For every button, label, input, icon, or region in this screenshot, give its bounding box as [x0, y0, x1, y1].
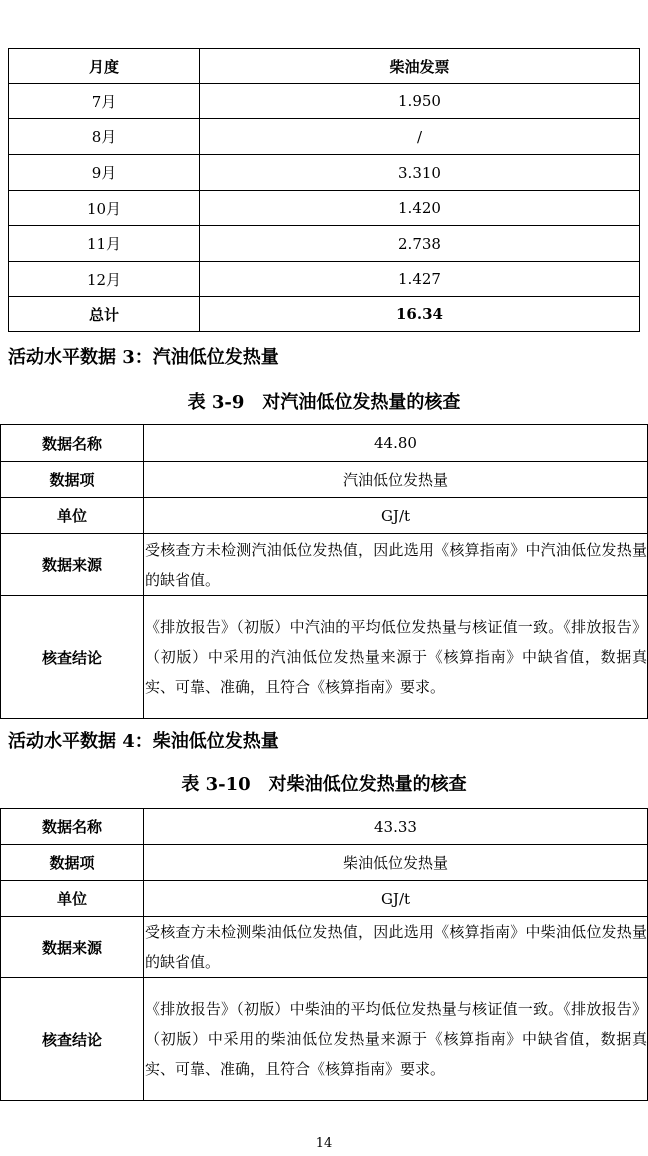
- row-value-data-name: 43.33: [144, 809, 648, 845]
- table-row: [1, 917, 648, 978]
- diesel-heat-value-table: [0, 808, 648, 1101]
- value-cell: 1.950: [200, 84, 640, 119]
- table-row: [9, 84, 640, 119]
- table-row: [1, 845, 648, 881]
- row-label-conclusion: 核查结论: [1, 978, 144, 1101]
- value-cell: 1.427: [200, 262, 640, 297]
- row-value-conclusion: 《排放报告》（初版）中汽油的平均低位发热量与核证值一致。《排放报告》（初版）中采用的汽油低位发热量来源于《核算指南》中缺省值，数据真实、可靠、准确，且符合《核算指南》要求。: [144, 596, 648, 719]
- table-row: [1, 425, 648, 462]
- table-row: [1, 462, 648, 498]
- row-value-data-name: 44.80: [144, 425, 648, 462]
- total-label: 总计: [9, 297, 200, 332]
- column-header-diesel-invoice: 柴油发票: [200, 49, 640, 84]
- row-value-unit: GJ/t: [144, 498, 648, 534]
- row-value-conclusion: 《排放报告》（初版）中柴油的平均低位发热量与核证值一致。《排放报告》（初版）中采用的柴油低位发热量来源于《核算指南》中缺省值，数据真实、可靠、准确，且符合《核算指南》要求。: [144, 978, 648, 1101]
- row-label-data-name: 数据名称: [1, 425, 144, 462]
- row-value-data-item: 柴油低位发热量: [144, 845, 648, 881]
- row-value-data-source: 受核查方未检测柴油低位发热值，因此选用《核算指南》中柴油低位发热量的缺省值。: [144, 917, 648, 978]
- page-number: 14: [315, 1136, 333, 1151]
- row-label-data-source: 数据来源: [1, 917, 144, 978]
- month-cell: 10月: [9, 191, 200, 226]
- row-label-unit: 单位: [1, 881, 144, 917]
- row-label-unit: 单位: [1, 498, 144, 534]
- row-value-data-source: 受核查方未检测汽油低位发热值，因此选用《核算指南》中汽油低位发热量的缺省值。: [144, 534, 648, 596]
- row-label-data-item: 数据项: [1, 462, 144, 498]
- row-value-data-item: 汽油低位发热量: [144, 462, 648, 498]
- section-heading-gasoline: 活动水平数据 3：汽油低位发热量: [8, 347, 279, 368]
- row-label-data-item: 数据项: [1, 845, 144, 881]
- row-value-unit: GJ/t: [144, 881, 648, 917]
- value-cell: 2.738: [200, 226, 640, 262]
- table-row: [1, 881, 648, 917]
- month-cell: 7月: [9, 84, 200, 119]
- diesel-invoice-table: [8, 48, 640, 332]
- value-cell: /: [200, 119, 640, 155]
- table-header-row: [9, 49, 640, 84]
- table-row: [1, 596, 648, 719]
- table-caption-3-10: 表 3-10 对柴油低位发热量的核查: [181, 774, 467, 795]
- column-header-month: 月度: [9, 49, 200, 84]
- month-cell: 8月: [9, 119, 200, 155]
- table-caption-3-9: 表 3-9 对汽油低位发热量的核查: [187, 392, 461, 413]
- month-cell: 9月: [9, 155, 200, 191]
- row-label-data-source: 数据来源: [1, 534, 144, 596]
- row-label-conclusion: 核查结论: [1, 596, 144, 719]
- table-row: [9, 191, 640, 226]
- table-row: [9, 119, 640, 155]
- gasoline-heat-value-table: [0, 424, 648, 719]
- table-row: [1, 978, 648, 1101]
- table-row: [9, 226, 640, 262]
- total-value: 16.34: [200, 297, 640, 332]
- table-row: [1, 809, 648, 845]
- table-row: [9, 155, 640, 191]
- table-row: [1, 534, 648, 596]
- section-heading-diesel: 活动水平数据 4：柴油低位发热量: [8, 731, 279, 752]
- total-row: [9, 297, 640, 332]
- table-row: [1, 498, 648, 534]
- month-cell: 12月: [9, 262, 200, 297]
- value-cell: 3.310: [200, 155, 640, 191]
- value-cell: 1.420: [200, 191, 640, 226]
- row-label-data-name: 数据名称: [1, 809, 144, 845]
- table-row: [9, 262, 640, 297]
- month-cell: 11月: [9, 226, 200, 262]
